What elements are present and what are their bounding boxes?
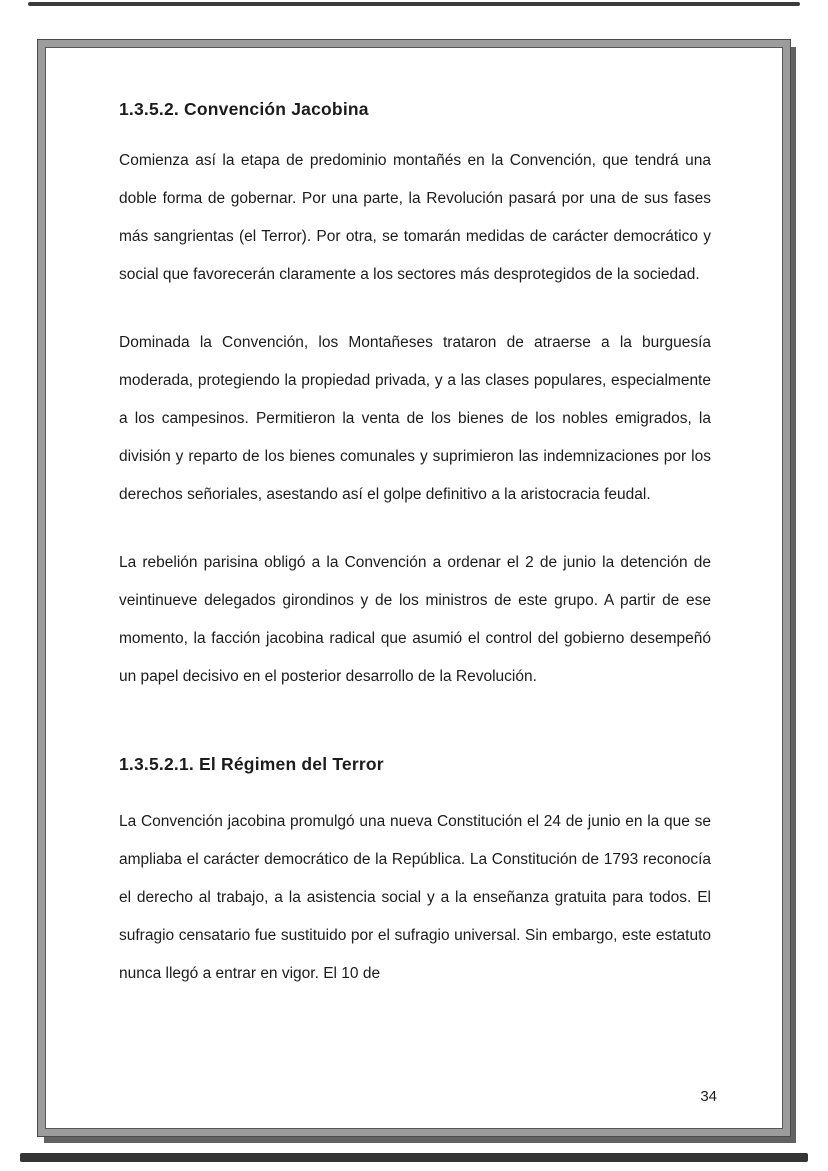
paragraph-4: La Convención jacobina promulgó una nueva Constitución el 24 de junio en la que se ampliaba el carácter democrático de la República. La Constitución de 1793 reconocía el derecho al trabajo, a la asistencia social y a la enseñanza gratuita para todos. El sufragio censatario fue sustituido por el sufragio universal. Sin embargo, este estatuto nunca llegó a entrar en vigor. El 10 de bbox=[119, 813, 711, 982]
page-number: 34 bbox=[700, 1088, 717, 1105]
paragraph-3: La rebelión parisina obligó a la Convención a ordenar el 2 de junio la detención de veintinueve delegados girondinos y de los ministros de este grupo. A partir de ese momento, la facción jacobina radical que asumió el control del gobierno desempeñó un papel decisivo en el posterior desarrollo de la Revolución. bbox=[119, 554, 711, 685]
paragraph-1: Comienza así la etapa de predominio montañés en la Convención, que tendrá una doble forma de gobernar. Por una parte, la Revolución pasará por una de sus fases más sangrientas (el Terror). Por otra, se tomarán medidas de carácter democrático y social que favorecerán claramente a los sectores más desprotegidos de la sociedad. bbox=[119, 152, 711, 283]
paragraph-2: Dominada la Convención, los Montañeses trataron de atraerse a la burguesía moderada, protegiendo la propiedad privada, y a las clases populares, especialmente a los campesinos. Permitieron la venta de los bienes de los nobles emigrados, la división y reparto de los bienes comunales y suprimieron las indemnizaciones por los derechos señoriales, asestando así el golpe definitivo a la aristocracia feudal. bbox=[119, 334, 711, 503]
section-heading-convencion-jacobina: 1.3.5.2. Convención Jacobina bbox=[119, 99, 369, 119]
section-heading-regimen-del-terror: 1.3.5.2.1. El Régimen del Terror bbox=[119, 754, 384, 774]
page-frame bbox=[38, 40, 790, 1136]
bottom-page-edge bbox=[20, 1153, 808, 1162]
top-page-edge bbox=[28, 2, 800, 6]
page-content bbox=[45, 47, 783, 1129]
